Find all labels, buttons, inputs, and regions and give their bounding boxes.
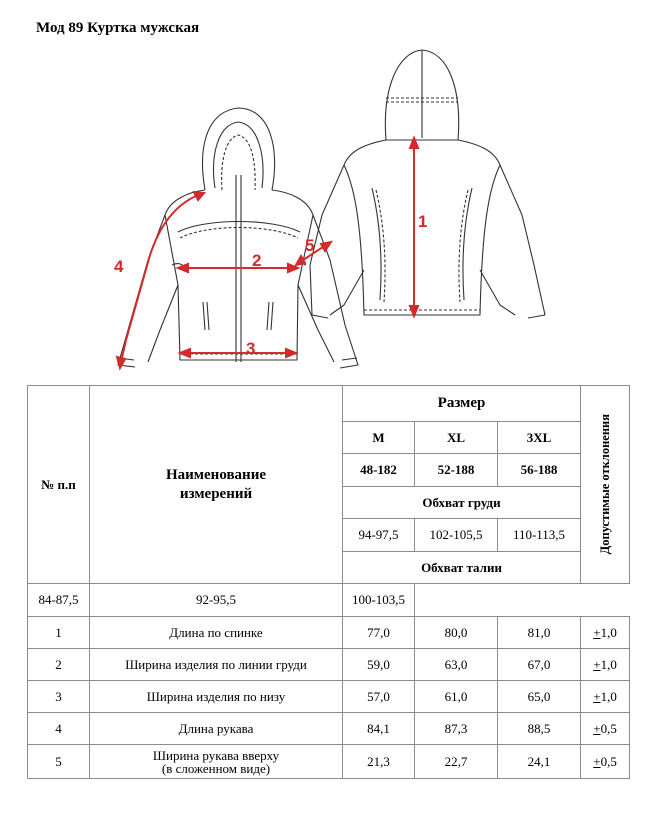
row-tolerance: +1,0: [581, 617, 630, 649]
waist-label: Обхват талии: [343, 552, 581, 584]
row-value-xl: 22,7: [415, 745, 498, 779]
row-value-m: 59,0: [343, 649, 415, 681]
row-tolerance: +0,5: [581, 713, 630, 745]
measure-label-3: 3: [246, 339, 256, 358]
row-value-3xl: 24,1: [498, 745, 581, 779]
table-row: [28, 745, 630, 779]
jacket-front-view: [118, 108, 358, 368]
chest-xl: 102-105,5: [415, 519, 498, 552]
row-value-3xl: 65,0: [498, 681, 581, 713]
row-value-xl: 63,0: [415, 649, 498, 681]
col-name-header: Наименование измерений: [90, 386, 343, 584]
size-m: M: [343, 422, 415, 454]
row-tolerance: +0,5: [581, 745, 630, 779]
measure-label-2: 2: [252, 251, 262, 270]
tolerance-header: Допустимые отклонения: [581, 386, 630, 584]
row-value-xl: 61,0: [415, 681, 498, 713]
jacket-sketch: [0, 40, 651, 385]
table-row: [28, 617, 630, 649]
row-value-m: 84,1: [343, 713, 415, 745]
size-code-3xl: 56-188: [498, 454, 581, 487]
measurement-arrows: [117, 138, 418, 368]
row-value-3xl: 67,0: [498, 649, 581, 681]
row-index: 1: [28, 617, 90, 649]
table-row: [28, 681, 630, 713]
size-xl: XL: [415, 422, 498, 454]
row-value-m: 57,0: [343, 681, 415, 713]
row-index: 5: [28, 745, 90, 779]
row-name: Длина по спинке: [90, 617, 343, 649]
size-code-m: 48-182: [343, 454, 415, 487]
chest-3xl: 110-113,5: [498, 519, 581, 552]
measure-label-4: 4: [114, 257, 124, 276]
measure-label-5: 5: [305, 236, 315, 255]
row-value-m: 77,0: [343, 617, 415, 649]
chest-m: 94-97,5: [343, 519, 415, 552]
waist-3xl: 100-103,5: [343, 584, 415, 617]
row-tolerance: +1,0: [581, 649, 630, 681]
size-header: Размер: [343, 386, 581, 422]
size-3xl: 3XL: [498, 422, 581, 454]
row-name: Ширина изделия по линии груди: [90, 649, 343, 681]
col-index-header: № п.п: [28, 386, 90, 584]
waist-m: 84-87,5: [28, 584, 90, 617]
measurement-table: [27, 385, 630, 779]
row-name: Длина рукава: [90, 713, 343, 745]
row-name: Ширина рукава вверху (в сложенном виде): [90, 745, 343, 779]
chest-label: Обхват груди: [343, 487, 581, 519]
waist-xl: 92-95,5: [90, 584, 343, 617]
row-index: 3: [28, 681, 90, 713]
row-value-3xl: 88,5: [498, 713, 581, 745]
row-value-m: 21,3: [343, 745, 415, 779]
row-tolerance: +1,0: [581, 681, 630, 713]
table-row: [28, 649, 630, 681]
row-value-xl: 80,0: [415, 617, 498, 649]
document-title: Мод 89 Куртка мужская: [36, 20, 200, 36]
row-index: 2: [28, 649, 90, 681]
row-value-xl: 87,3: [415, 713, 498, 745]
table-row: [28, 713, 630, 745]
measure-label-1: 1: [418, 212, 428, 231]
row-name: Ширина изделия по низу: [90, 681, 343, 713]
row-value-3xl: 81,0: [498, 617, 581, 649]
row-index: 4: [28, 713, 90, 745]
jacket-back-view: [310, 50, 545, 318]
size-code-xl: 52-188: [415, 454, 498, 487]
